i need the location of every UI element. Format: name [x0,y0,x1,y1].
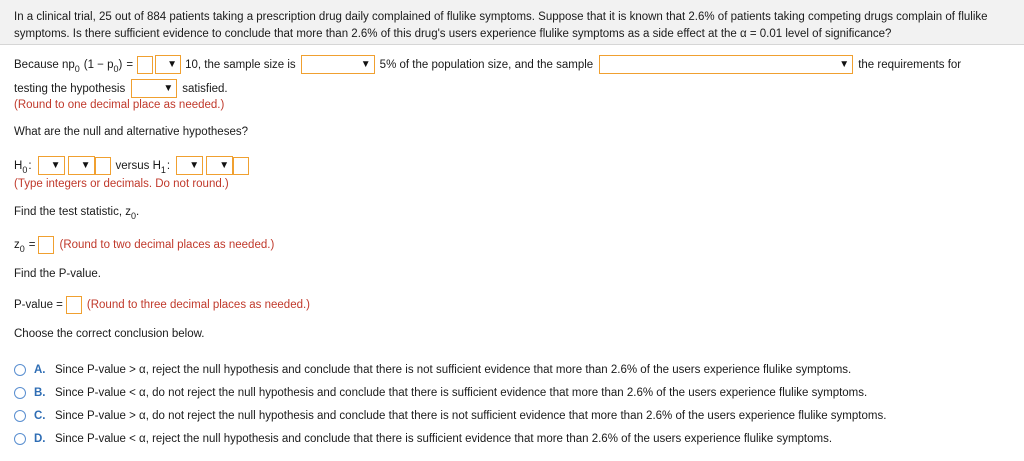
dropdown-arrow-icon: ▼ [189,159,200,171]
h1-subscript: 1 [160,164,166,175]
round-two-hint: (Round to two decimal places as needed.) [59,239,275,251]
option-d-text: Since P-value < α, reject the null hypothesis and conclude that there is sufficient evidence that more than 2.6% of the users experience flulike symptoms. [55,433,833,445]
sample-size-dropdown[interactable] [301,55,375,74]
ten-sample-text: 10, the sample size is [185,58,296,71]
h0-subscript: 0 [22,164,28,175]
radio-button-b[interactable] [14,387,26,399]
versus-label: versus H [115,159,161,172]
option-b-text: Since P-value < α, do not reject the null hypothesis and conclude that there is sufficient evidence that more than 2.6% of the users experience flulike symptoms. [55,387,868,399]
because-label: Because np [14,58,75,71]
z-label: z [14,239,20,251]
option-a-text: Since P-value > α, reject the null hypothesis and conclude that there is not sufficient evidence that more than 2.6% of the users experience flulike symptoms. [55,364,852,376]
conclusion-question [14,328,205,340]
option-b-letter: B. [34,387,46,399]
integers-hint [14,178,229,190]
dropdown-arrow-icon: ▼ [167,58,178,70]
one-minus-p0: (1 − p [83,58,114,71]
testing-text: testing the hypothesis [14,82,126,95]
radio-button-c[interactable] [14,410,26,422]
option-d-letter: D. [34,433,46,445]
p0-subscript: 0 [74,63,80,74]
period: . [135,206,140,218]
option-c-text: Since P-value > α, do not reject the null hypothesis and conclude that there is not sufficient evidence that more than 2.6% of the users experience flulike symptoms. [55,410,887,422]
h1-parameter-dropdown[interactable] [176,156,203,175]
z0-answer-line [14,236,274,254]
p-value-question [14,268,101,280]
dropdown-arrow-icon: ▼ [219,159,230,171]
integers-hint-text: (Type integers or decimals. Do not round.) [14,178,229,190]
dropdown-arrow-icon: ▼ [80,159,91,171]
p-value-input[interactable] [66,296,82,314]
comparison-dropdown[interactable] [155,55,181,74]
h1-colon: : [166,159,171,172]
z-equals: = [28,239,36,251]
option-a[interactable] [14,364,851,376]
p0-subscript-2: 0 [113,63,119,74]
satisfied-dropdown[interactable] [131,79,177,98]
option-c-letter: C. [34,410,46,422]
h0-relation-dropdown[interactable] [68,156,95,175]
dropdown-arrow-icon: ▼ [839,58,850,70]
close-paren: ) [118,58,123,71]
h1-value-input[interactable] [233,157,249,175]
problem-text: In a clinical trial, 25 out of 884 patients taking a prescription drug daily complained of flulike symptoms. Suppose that it is known that 2.6% of patients taking competing drugs complain of flulike symptoms. Is there sufficient evidence to conclude that more than 2.6% of this drug's users experience flulike symptoms as a side effect at the α = 0.01 level of significance? [14,11,988,40]
z0-input[interactable] [38,236,54,254]
h0-parameter-dropdown[interactable] [38,156,65,175]
problem-statement [0,0,1024,45]
round-three-hint: (Round to three decimal places as needed.) [86,299,311,311]
hypotheses-line [14,156,249,175]
h0-label: H [14,159,23,172]
p-value-label: P-value = [14,299,63,311]
option-c[interactable] [14,410,886,422]
hypotheses-question [14,126,248,138]
round-one-hint-text: (Round to one decimal place as needed.) [14,99,225,111]
h0-colon: : [28,159,32,172]
test-statistic-question [14,206,140,221]
option-d[interactable] [14,433,832,445]
requirement-line-1 [14,55,961,74]
option-a-letter: A. [34,364,46,376]
hypotheses-question-text: What are the null and alternative hypotheses? [14,126,248,138]
sample-dropdown[interactable] [599,55,853,74]
radio-button-a[interactable] [14,364,26,376]
p-value-answer-line [14,296,310,314]
h0-value-input[interactable] [95,157,111,175]
requirement-line-2 [14,79,228,98]
dropdown-arrow-icon: ▼ [163,82,174,94]
p-value-question-text: Find the P-value. [14,268,101,280]
option-b[interactable] [14,387,867,399]
np-answer-input[interactable] [137,56,153,74]
dropdown-arrow-icon: ▼ [360,58,371,70]
satisfied-text: satisfied. [182,82,228,95]
z-subscript: 0 [19,244,25,254]
radio-button-d[interactable] [14,433,26,445]
test-statistic-text: Find the test statistic, z [14,206,131,218]
requirements-text: the requirements for [858,58,962,71]
round-one-hint [14,99,224,111]
h1-relation-dropdown[interactable] [206,156,233,175]
equals-sign: = [126,58,134,71]
z0-subscript: 0 [130,211,136,221]
population-text: 5% of the population size, and the sample [379,58,594,71]
dropdown-arrow-icon: ▼ [50,159,61,171]
conclusion-question-text: Choose the correct conclusion below. [14,328,205,340]
